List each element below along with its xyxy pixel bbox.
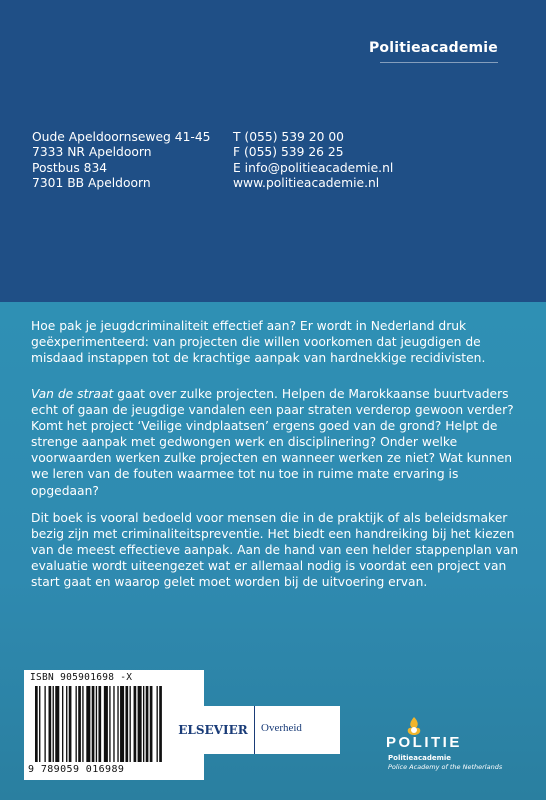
blurb-paragraph-2-text: gaat over zulke projecten. Helpen de Marokkaanse buurtvaders echt of gaan de jeugdige vandalen een paar straten verderop gewoon verder? Komt het project ‘Veilige vindplaatsen’ ergens goed van de grond? Helpt de strenge aanpak met gedwongen werk en disciplinering? Onder welke voorwaarden werken zulke projecten en wanneer werken ze niet? Wat kunnen we leren van de fouten waarmee tot nu toe in ruime mate ervaring is opgedaan? — [31, 387, 514, 498]
barcode-bar — [104, 686, 108, 762]
barcode-bar — [109, 686, 110, 762]
barcode-bar — [98, 686, 101, 762]
brand-title: Politieacademie — [368, 40, 498, 56]
top-panel — [0, 0, 546, 302]
blurb-paragraph-1: Hoe pak je jeugdcriminaliteit effectief aan? Er wordt in Nederland druk geëxperimenteerd: van projecten die willen voorkomen dat jeugdigen de misdaad instappen tot de krachtige aanpak van hardnekkige recidivisten. — [31, 319, 486, 366]
address-line: 7333 NR Apeldoorn — [32, 145, 152, 160]
politie-wordmark: POLITIE — [386, 734, 462, 751]
isbn-digits: 9 789059 016989 — [28, 764, 125, 775]
barcode-bar — [86, 686, 90, 762]
isbn-label: ISBN 905901698 -X — [30, 672, 133, 683]
barcode-bar — [143, 686, 144, 762]
address-line: Oude Apeldoornseweg 41-45 — [32, 130, 211, 144]
barcode-bar — [39, 686, 40, 762]
blurb-paragraph-2 — [31, 386, 521, 499]
barcode-bar — [49, 686, 52, 762]
barcode-bar — [130, 686, 131, 762]
barcode-bar — [66, 686, 67, 762]
barcode-bar — [35, 686, 38, 762]
barcode-bar — [138, 686, 142, 762]
barcode-bar — [134, 686, 137, 762]
barcode-bar — [157, 686, 158, 762]
politie-tagline: Police Academy of the Netherlands — [388, 763, 503, 771]
barcode-bar — [53, 686, 54, 762]
politie-logo — [378, 716, 528, 776]
barcode-bar — [76, 686, 77, 762]
barcode-bar — [55, 686, 59, 762]
barcode-bar — [44, 686, 45, 762]
barcode-bar — [96, 686, 97, 762]
elsevier-logo — [172, 706, 340, 754]
barcode-bar — [146, 686, 149, 762]
blurb-paragraph-3: Dit boek is vooral bedoeld voor mensen die in de praktijk of als beleidsmaker bezig zijn met criminaliteitspreventie. Het biedt een handreiking bij het kiezen van de meest effectieve aanpak. Aan de hand van een helder stappenplan van evaluatie wordt uiteengezet wat er allemaal nodig is voordat een project van start gaat en waarop gelet moet worden bij de uitvoering ervan. — [31, 511, 519, 590]
address-line: Postbus 834 — [32, 160, 108, 175]
fax-number: F (055) 539 26 25 — [233, 145, 344, 160]
politie-subtitle: Politieacademie — [388, 754, 452, 762]
website-url: www.politieacademie.nl — [233, 176, 380, 191]
barcode-bar — [92, 686, 95, 762]
book-title: Van de straat — [31, 387, 114, 401]
barcode-bar — [117, 686, 118, 762]
barcode-bar — [113, 686, 114, 762]
brand-divider — [380, 62, 498, 63]
postal-address — [32, 130, 210, 192]
publisher-name: ELSEVIER — [172, 706, 255, 754]
barcode-bar — [125, 686, 128, 762]
barcode-bar — [62, 686, 63, 762]
barcode-bar — [159, 686, 162, 762]
phone-number: T (055) 539 20 00 — [233, 130, 344, 144]
barcode-bar — [120, 686, 124, 762]
barcode-bar — [69, 686, 72, 762]
email-address: E info@politieacademie.nl — [233, 160, 394, 175]
publisher-imprint: Overheid — [261, 722, 302, 734]
barcode-bar — [82, 686, 83, 762]
barcode-bar — [150, 686, 153, 762]
contact-details — [233, 130, 393, 192]
address-line: 7301 BB Apeldoorn — [32, 176, 151, 191]
barcode-bar — [78, 686, 81, 762]
